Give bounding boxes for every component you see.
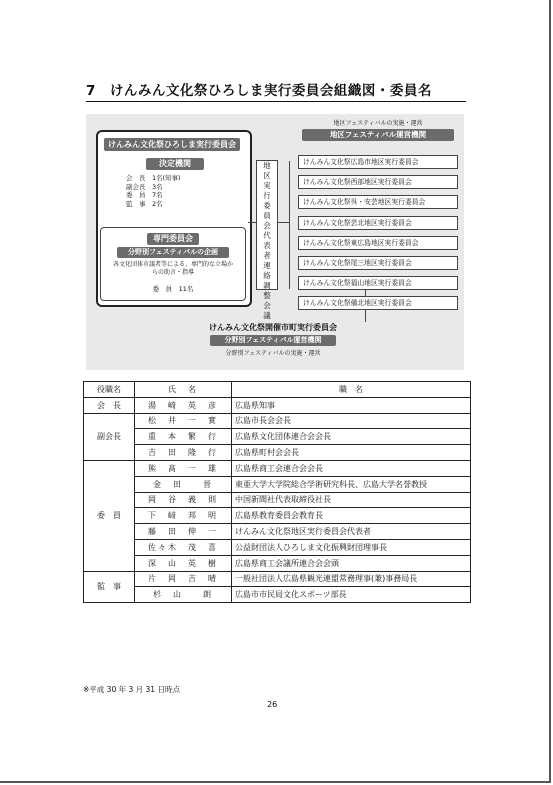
role-cell: 委 員 [84,460,135,571]
position-cell: 東亜大学大学院総合学術研究科長、広島大学名誉教授 [232,476,471,492]
name-cell: 吉 田 隆 行 [135,445,232,461]
position-cell: 広島県教育委員会教育長 [232,508,471,524]
header-name: 氏 名 [135,382,232,398]
region-committee: けんみん文化祭広島市地区実行委員会 [298,155,458,169]
connector-line [289,161,290,289]
position-cell: 広島県町村会会長 [232,445,471,461]
table-row [84,476,471,492]
name-cell: 岡 谷 義 則 [135,492,232,508]
role-item: 委 員 7名 [126,191,163,199]
table-header-row [84,382,471,398]
header-position: 職 名 [232,382,471,398]
name-cell: 藤 田 伸 一 [135,524,232,540]
position-cell: けんみん文化祭地区実行委員会代表者 [232,524,471,540]
specialist-committee-count: 委 員 11名 [152,285,194,293]
table-row [84,508,471,524]
region-note: 地区フェスティバルの実施・運営 [333,120,423,127]
host-city-committee-note: 分野別フェスティバルの実施・運営 [225,350,321,357]
region-header [300,118,456,141]
name-cell: 佐々木 茂 喜 [135,539,232,555]
table-row [84,413,471,429]
host-city-committee-title: けんみん文化祭開催市町実行委員会 [209,323,337,332]
region-committee-list [298,155,458,317]
table-row [84,492,471,508]
table-row [84,397,471,413]
region-committee: けんみん文化祭備北地区実行委員会 [298,296,458,310]
region-title: 地区フェスティバル運営機関 [302,129,454,141]
name-cell: 金 田 晉 [135,476,232,492]
region-committee: けんみん文化祭西部地区実行委員会 [298,175,458,189]
specialist-committee-subtitle: 分野別フェスティバルの企画 [117,247,229,258]
position-cell: 公益財団法人ひろしま文化振興財団理事長 [232,539,471,555]
region-committee: けんみん文化祭芸北地区実行委員会 [298,216,458,230]
table-row [84,524,471,540]
table-row [84,539,471,555]
region-committee: けんみん文化祭福山地区実行委員会 [298,276,458,290]
region-committee: けんみん文化祭東広島地区実行委員会 [298,236,458,250]
liaison-council-box [256,160,278,320]
table-row [84,445,471,461]
host-city-committee [184,322,362,357]
role-cell: 副会長 [84,413,135,460]
role-list [126,174,181,208]
host-city-committee-subtitle: 分野別フェスティバル運営機関 [210,335,336,346]
name-cell: 深 山 英 樹 [135,555,232,571]
role-cell: 監 事 [84,571,135,603]
position-cell: 広島県文化団体連合会会長 [232,429,471,445]
specialist-committee-description: 各文化団体市議者等による、専門的な立場からの助言・指導 [112,261,233,276]
position-cell: 広島市市民局文化スポーツ部長 [232,587,471,603]
name-cell: 重 本 繁 行 [135,429,232,445]
connector-line [248,222,256,223]
org-chart [86,114,464,370]
connector-line [277,222,289,223]
role-item: 副会長 3名 [126,182,163,191]
specialist-committee-box [100,227,246,301]
position-cell: 広島市長会会長 [232,413,471,429]
liaison-council-label: 地 区 実 行 委 員 会 代 表 者 連 絡 調 整 会 議 [263,161,271,320]
specialist-committee-title: 専門委員会 [147,233,199,245]
page-number: 26 [267,700,278,709]
position-cell: 一般社団法人広島県観光連盟常務理事(兼)事務局長 [232,571,471,587]
table-row [84,460,471,476]
executive-committee-title: けんみん文化祭ひろしま実行委員会 [104,138,240,151]
position-cell: 広島県商工会連合会会長 [232,460,471,476]
name-cell: 杉 山 朗 [135,587,232,603]
position-cell: 広島県商工会議所連合会会頭 [232,555,471,571]
name-cell: 熊 髙 一 雄 [135,460,232,476]
role-item: 監 事 2名 [126,199,163,208]
region-committee: けんみん文化祭呉・安芸地区実行委員会 [298,195,458,209]
name-cell: 下 﨑 邦 明 [135,508,232,524]
decision-label: 決定機関 [146,158,204,170]
table-row [84,555,471,571]
role-cell: 会 長 [84,397,135,413]
table-row [84,429,471,445]
role-item: 会 長 1名(知事) [126,174,181,182]
name-cell: 松 井 一 實 [135,413,232,429]
member-table [83,381,471,603]
name-cell: 片 岡 吉 晴 [135,571,232,587]
date-note: ※平成 30 年 3 月 31 日時点 [83,685,180,694]
table-row [84,571,471,587]
position-cell: 広島県知事 [232,397,471,413]
region-committee: けんみん文化祭尾三地区実行委員会 [298,256,458,270]
position-cell: 中国新聞社代表取締役社長 [232,492,471,508]
header-role: 役職名 [84,382,135,398]
name-cell: 湯 崎 英 彦 [135,397,232,413]
executive-committee-box [96,130,252,307]
page-title: 7 けんみん文化祭ひろしま実行委員会組織図・委員名 [86,79,466,102]
table-row [84,587,471,603]
